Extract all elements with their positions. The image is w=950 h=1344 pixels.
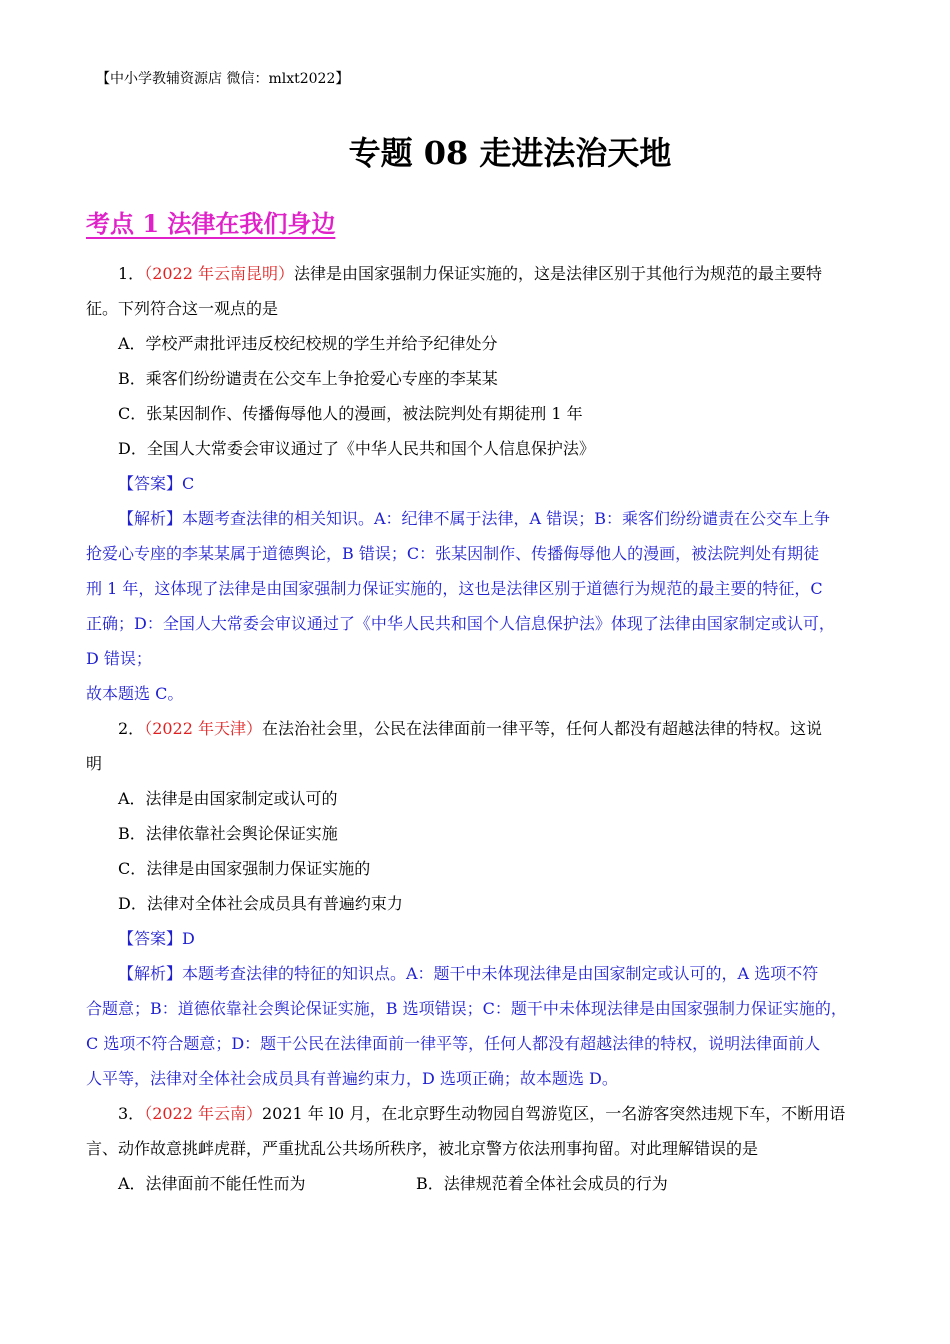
header-note: 【中小学教辅资源店 微信：mlxt2022】 [96, 71, 350, 87]
question-2-stem [86, 711, 866, 746]
answer: 【答案】C [118, 474, 195, 493]
analysis-conclusion: 故本题选 C。 [86, 684, 184, 703]
analysis-line: 【解析】本题考查法律的相关知识。A：纪律不属于法律，A 错误；B：乘客们纷纷谴责在公交车上争 [118, 509, 830, 528]
option-a: A．法律是由国家制定或认可的 [118, 789, 338, 808]
option-a: A．法律面前不能任性而为 [118, 1174, 306, 1193]
option-d: D．全国人大常委会审议通过了《中华人民共和国个人信息保护法》 [118, 439, 595, 458]
question-text-continued: 明 [86, 754, 103, 773]
question-number: 3． [118, 1104, 145, 1123]
question-number: 1． [118, 264, 145, 283]
section-title: 考点 1 法律在我们身边 [86, 209, 336, 238]
question-text: 法律是由国家强制力保证实施的，这是法律区别于其他行为规范的最主要特 [294, 264, 823, 283]
question-text: 2021 年 l0 月，在北京野生动物园自驾游览区，一名游客突然违规下车，不断用语 [262, 1104, 846, 1123]
analysis-line: C 选项不符合题意；D：题干公民在法律面前一律平等，任何人都没有超越法律的特权，说明法律面前人 [86, 1034, 821, 1053]
question-number: 2． [118, 719, 145, 738]
question-1-stem [86, 256, 866, 291]
option-b: B．法律规范着全体社会成员的行为 [416, 1174, 668, 1193]
option-b: B．法律依靠社会舆论保证实施 [118, 824, 338, 843]
document-title: 专题 08 走进法治天地 [348, 134, 672, 172]
analysis-line: 合题意；B：道德依靠社会舆论保证实施，B 选项错误；C：题干中未体现法律是由国家强制力保证实施的， [86, 999, 847, 1018]
question-source: （2022 年云南） [144, 1104, 262, 1123]
question-3-stem [86, 1096, 866, 1131]
option-a: A．学校严肃批评违反校纪校规的学生并给予纪律处分 [118, 334, 498, 353]
content [86, 256, 866, 1201]
option-b: B．乘客们纷纷谴责在公交车上争抢爱心专座的李某某 [118, 369, 498, 388]
question-text-continued: 征。下列符合这一观点的是 [86, 299, 279, 318]
question-text: 在法治社会里，公民在法律面前一律平等，任何人都没有超越法律的特权。这说 [262, 719, 823, 738]
question-text-continued: 言、动作故意挑衅虎群，严重扰乱公共场所秩序，被北京警方依法刑事拘留。对此理解错误的是 [86, 1139, 759, 1158]
options-row [86, 1166, 866, 1201]
analysis-line: 人平等，法律对全体社会成员具有普遍约束力，D 选项正确；故本题选 D。 [86, 1069, 618, 1088]
analysis-line: 刑 1 年，这体现了法律是由国家强制力保证实施的，这也是法律区别于道德行为规范的最主要的特征，C [86, 579, 823, 598]
question-source: （2022 年云南昆明） [144, 264, 294, 283]
question-source: （2022 年天津） [144, 719, 262, 738]
analysis-line: D 错误； [86, 649, 152, 668]
option-c: C．张某因制作、传播侮辱他人的漫画，被法院判处有期徒刑 1 年 [118, 404, 583, 423]
option-d: D．法律对全体社会成员具有普遍约束力 [118, 894, 403, 913]
option-c: C．法律是由国家强制力保证实施的 [118, 859, 371, 878]
analysis-line: 正确；D：全国人大常委会审议通过了《中华人民共和国个人信息保护法》体现了法律由国家制定或认可， [86, 614, 835, 633]
analysis-line: 抢爱心专座的李某某属于道德舆论，B 错误；C：张某因制作、传播侮辱他人的漫画，被法院判处有期徒 [86, 544, 820, 563]
answer: 【答案】D [118, 929, 195, 948]
analysis-line: 【解析】本题考查法律的特征的知识点。A：题干中未体现法律是由国家制定或认可的，A 选项不符 [118, 964, 819, 983]
